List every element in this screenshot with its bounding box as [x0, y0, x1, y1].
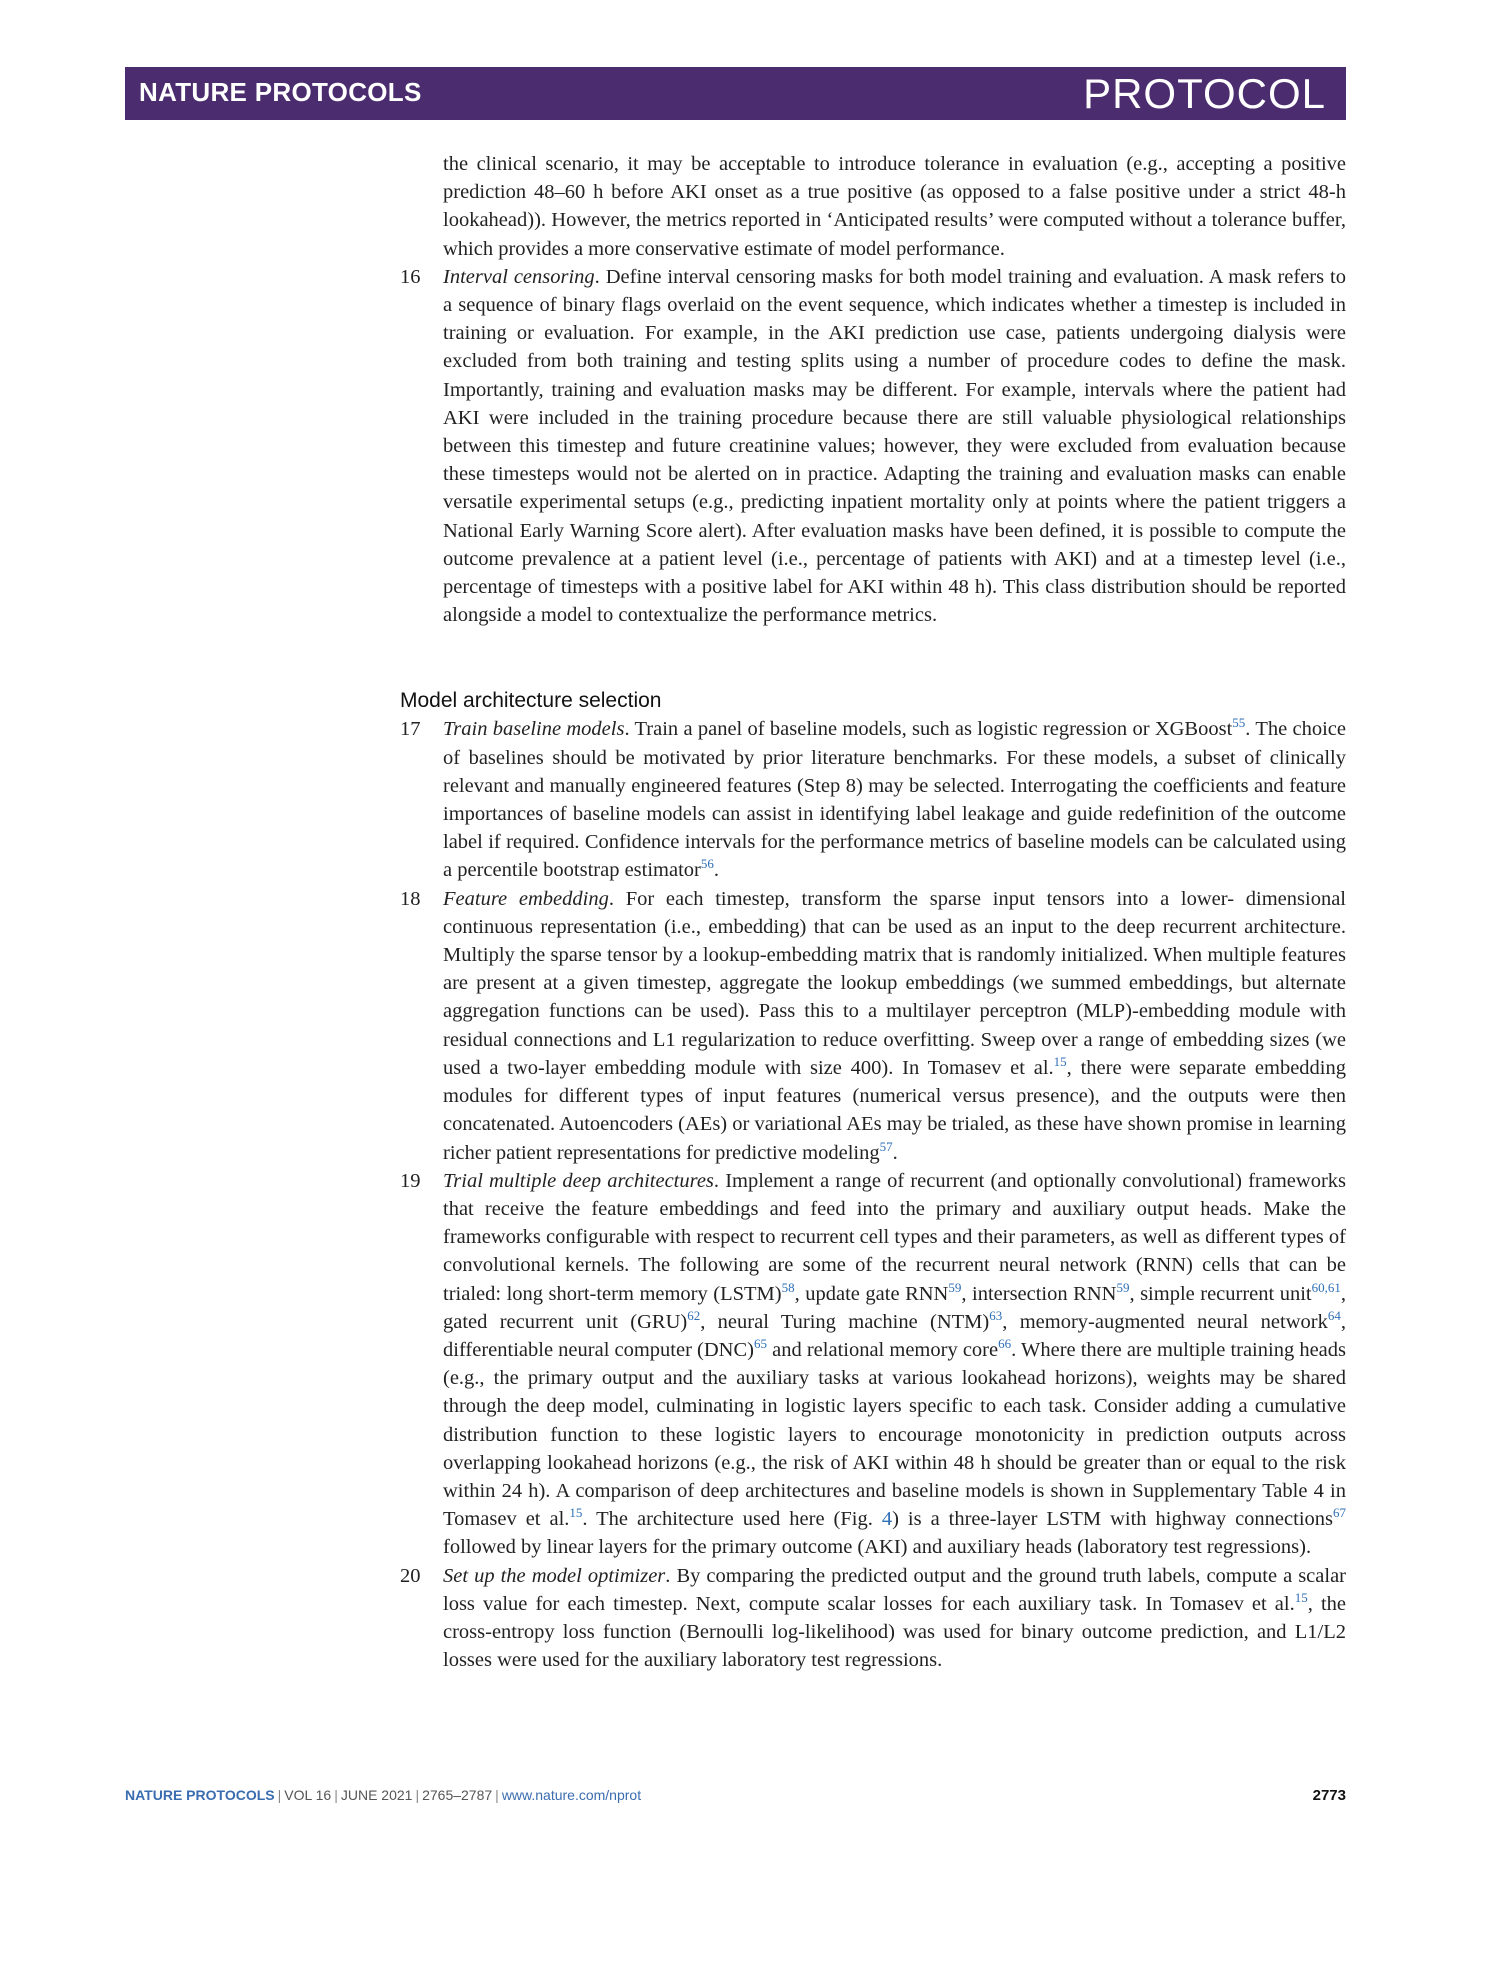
citation-link[interactable]: 57 — [879, 1138, 893, 1154]
citation-link[interactable]: 67 — [1333, 1505, 1346, 1521]
step-text: . The architecture used here (Fig. — [582, 1508, 882, 1531]
step-text: and relational memory core — [767, 1338, 999, 1361]
step-text: , simple recurrent unit — [1129, 1282, 1312, 1305]
citation-link[interactable]: 63 — [989, 1307, 1003, 1323]
step-18 — [400, 885, 1346, 1167]
step-text: . For each timestep, transform the sparse input tensors into a lower- dimensional continuous representation (i.e., embedding) that can be used as an input to the deep recurrent architecture. Multiply the sparse tensor by a lookup-embedding matrix that is randomly initialized. When multiple features are present at a given timestep, aggregate the lookup embeddings (we summed embeddings, but alternate aggregation functions can be used). Pass this to a multilayer perceptron (MLP)-embedding module with residual connections and L1 regularization to reduce overfitting. Sweep over a range of embedding sizes (we used a two-layer embedding module with size 400). In Tomasev et al. — [443, 887, 1346, 1079]
citation-link[interactable]: 55 — [1232, 715, 1246, 731]
citation-link[interactable]: 56 — [700, 856, 714, 872]
footer-date: JUNE 2021 — [340, 1787, 413, 1803]
step-16 — [400, 263, 1346, 630]
step-17 — [400, 715, 1346, 884]
step-title: Feature embedding — [443, 887, 609, 910]
step-text: ) is a three-layer LSTM with highway connections — [892, 1508, 1333, 1531]
step-text: . Train a panel of baseline models, such as logistic regression or XGBoost — [624, 718, 1233, 741]
citation-link[interactable]: 65 — [754, 1336, 767, 1352]
page-footer — [125, 1787, 1346, 1803]
step-text: , memory-augmented neural network — [1002, 1310, 1328, 1333]
footer-separator: | — [334, 1787, 338, 1803]
citation-link[interactable]: 58 — [781, 1279, 795, 1295]
step-text: . — [892, 1141, 898, 1164]
citation-link[interactable]: 15 — [1294, 1589, 1308, 1605]
step-text: . By comparing the predicted output and the ground truth labels, compute a scalar loss value for each timestep. Next, compute scalar losses for each auxiliary task. In Tomasev et al. — [443, 1564, 1347, 1615]
page-number: 2773 — [1312, 1787, 1346, 1804]
citation-link[interactable]: 62 — [687, 1307, 701, 1323]
step-20 — [400, 1562, 1346, 1675]
footer-journal: NATURE PROTOCOLS — [125, 1787, 275, 1803]
step-text: . Implement a range of recurrent (and optionally convolutional) frameworks that receive the feature embeddings and feed into the primary and auxiliary output heads. Make the frameworks configurable with respect to recurrent cell types and their parameters, as well as different types of convolutional kernels. The following are some of the recurrent neural network (RNN) cells that can be trialed: long short-term memory (LSTM) — [443, 1169, 1346, 1305]
step-19 — [400, 1167, 1346, 1562]
footer-separator: | — [415, 1787, 420, 1803]
step-text: , gated recurrent unit (GRU) — [443, 1282, 1347, 1333]
citation-link[interactable]: 15 — [569, 1505, 583, 1521]
citation-link[interactable]: 64 — [1327, 1307, 1341, 1323]
step-text: , update gate RNN — [794, 1282, 949, 1305]
step-text: , there were separate embedding modules for different types of input features (numerical versus presence), and the outputs were then concatenated. Autoencoders (AEs) or variational AEs may be trialed, as these have shown promise in learning richer patient representations for predictive modeling — [443, 1056, 1346, 1164]
step-title: Trial multiple deep architectures — [443, 1169, 714, 1192]
step-number: 18 — [400, 887, 421, 910]
step-text: . — [713, 859, 719, 882]
step-text: . Where there are multiple training heads (e.g., the primary output and the auxiliary tasks at various lookahead horizons), weights may be shared through the deep model, culminating in logistic layers specific to each task. Consider adding a cumulative distribution function to these logistic layers to encourage monotonicity in prediction outputs across overlapping lookahead horizons (e.g., the risk of AKI within 48 h should be greater than or equal to the risk within 24 h). A comparison of deep architectures and baseline models is shown in Supplementary Table 4 in Tomasev et al. — [443, 1338, 1347, 1531]
citation-link[interactable]: 15 — [1053, 1054, 1067, 1070]
step-text: , differentiable neural computer (DNC) — [443, 1310, 1346, 1361]
step-number: 17 — [400, 718, 421, 741]
step-number: 20 — [400, 1564, 421, 1587]
footer-separator: | — [277, 1787, 282, 1803]
step-text: followed by linear layers for the primary outcome (AKI) and auxiliary heads (laboratory test regressions). — [443, 1536, 1312, 1559]
step-text: , intersection RNN — [961, 1282, 1117, 1305]
journal-name: NATURE PROTOCOLS — [139, 77, 422, 107]
citation-link[interactable]: 60,61 — [1311, 1279, 1341, 1295]
step-text: , the cross-entropy loss function (Bernoulli log-likelihood) was used for binary outcome prediction, and L1/L2 losses were used for the auxiliary laboratory test regressions. — [443, 1592, 1346, 1672]
article-type: PROTOCOL — [1083, 70, 1326, 117]
journal-header-bar — [125, 67, 1346, 120]
step-title: Set up the model optimizer — [443, 1564, 666, 1587]
step-number: 19 — [400, 1169, 421, 1192]
footer-url-link[interactable]: www.nature.com/nprot — [501, 1787, 642, 1803]
citation-link[interactable]: 59 — [948, 1279, 962, 1295]
step-title: Interval censoring — [443, 265, 595, 288]
citation-link[interactable]: 66 — [998, 1336, 1012, 1352]
footer-volume: VOL 16 — [284, 1787, 332, 1803]
step-number: 16 — [400, 265, 421, 288]
section-heading: Model architecture selection — [400, 689, 662, 713]
step-title: Train baseline models — [443, 718, 625, 741]
figure-link[interactable]: 4 — [881, 1508, 893, 1531]
step-text: , neural Turing machine (NTM) — [700, 1310, 990, 1333]
body-column — [400, 150, 1346, 1674]
step-text: . The choice of baselines should be motivated by prior literature benchmarks. For these models, a subset of clinically relevant and manually engineered features (Step 8) may be selected. Interrogating the coefficients and feature importances of baseline models can assist in identifying label leakage and guide redefinition of the outcome label if required. Confidence intervals for the performance metrics of baseline models can be calculated using a percentile bootstrap estimator — [443, 718, 1346, 882]
citation-link[interactable]: 59 — [1116, 1279, 1130, 1295]
continuation-paragraph — [400, 150, 1346, 263]
footer-separator: | — [495, 1787, 499, 1803]
continuation-text: the clinical scenario, it may be acceptable to introduce tolerance in evaluation (e.g., accepting a positive prediction 48–60 h before AKI onset as a true positive (as opposed to a false positive under a strict 48-h lookahead)). However, the metrics reported in ‘Anticipated results’ were computed without a tolerance buffer, which provides a more conservative estimate of model performance. — [443, 153, 1346, 260]
step-text: . Define interval censoring masks for both model training and evaluation. A mask refers to a sequence of binary flags overlaid on the event sequence, which indicates whether a timestep is included in training or evaluation. For example, in the AKI prediction use case, patients undergoing dialysis were excluded from both training and testing splits using a number of procedure codes to define the mask. Importantly, training and evaluation masks may be different. For example, intervals where the patient had AKI were included in the training procedure because there are still valuable physiological relationships between this timestep and future creatinine values; however, they were excluded from evaluation because these timesteps would not be alerted on in practice. Adapting the training and evaluation masks can enable versatile experimental setups (e.g., predicting inpatient mortality only at points where the patient triggers a National Early Warning Score alert). After evaluation masks have been defined, it is possible to compute the outcome prevalence at a patient level (i.e., percentage of patients with AKI) and at a timestep level (i.e., percentage of timesteps with a positive label for AKI within 48 h). This class distribution should be reported alongside a model to contextualize the performance metrics. — [443, 265, 1346, 627]
footer-pages: 2765–2787 — [422, 1787, 493, 1803]
